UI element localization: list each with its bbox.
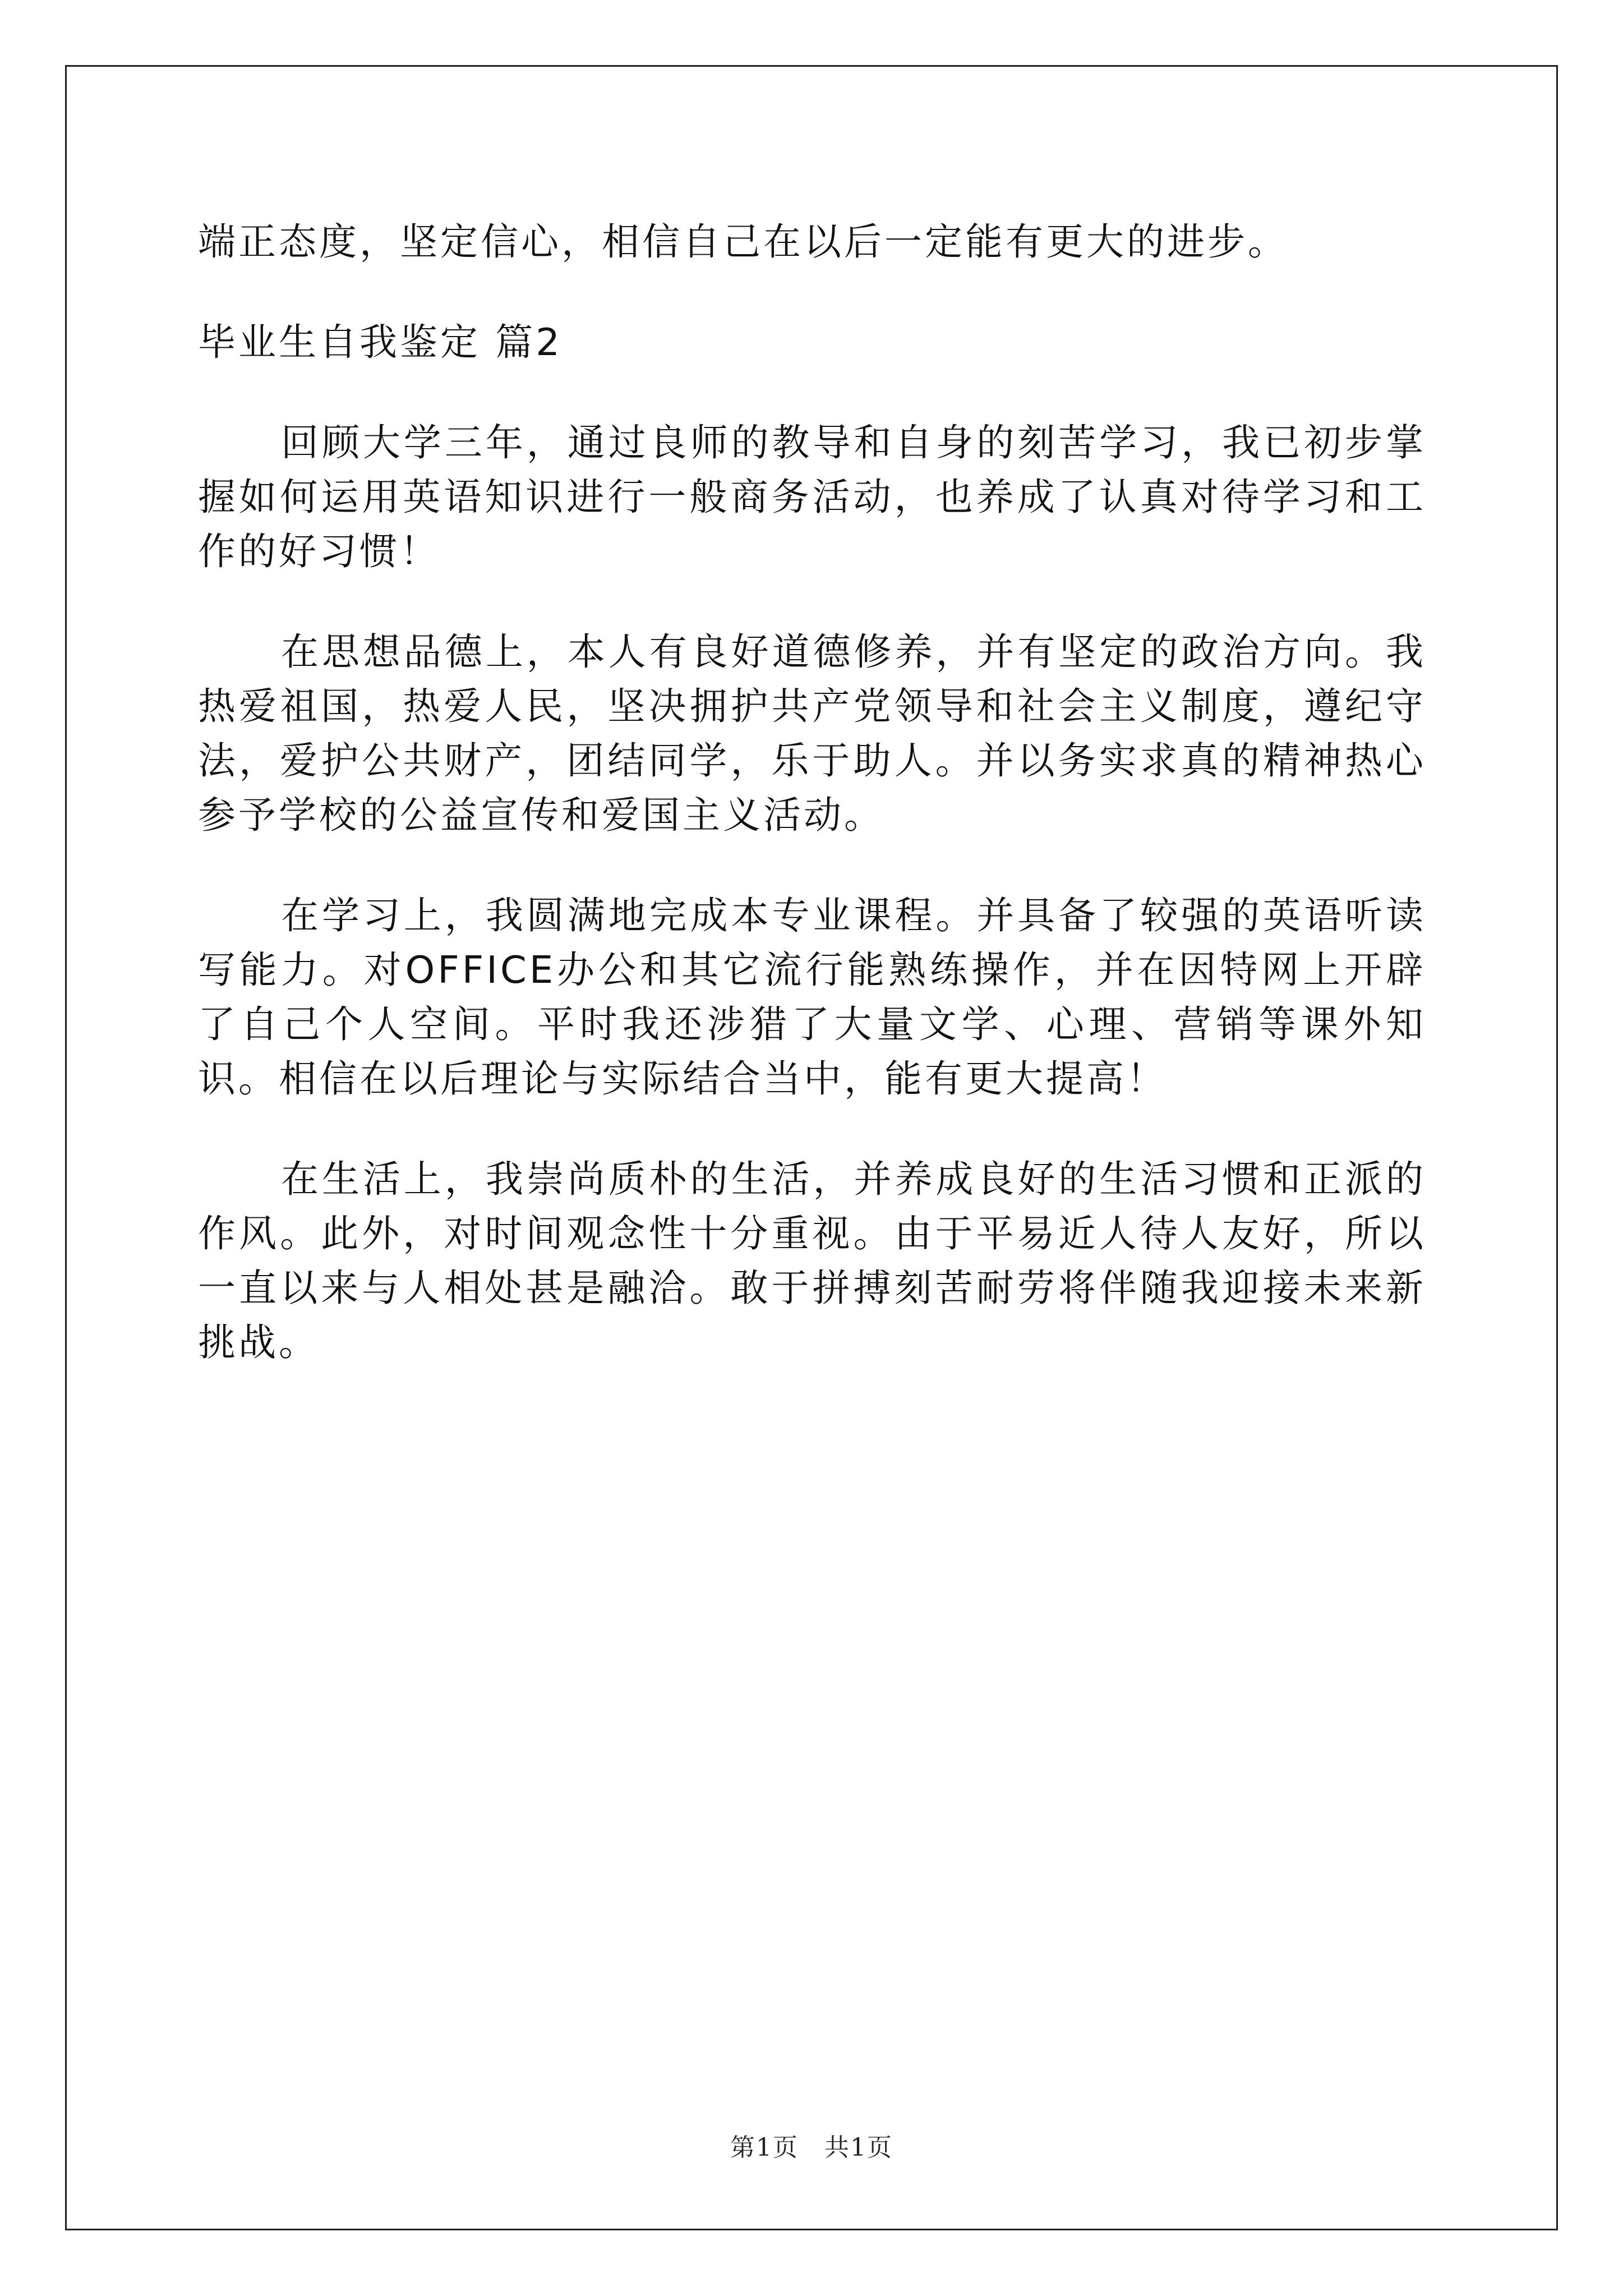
- page-number: 第1页 共1页: [730, 2133, 893, 2162]
- spacer: [198, 269, 1426, 315]
- paragraph-morality: 在思想品德上，本人有良好道德修养，并有坚定的政治方向。我热爱祖国，热爱人民，坚决拥护共产党领导和社会主义制度，遵纪守法，爱护公共财产，团结同学，乐于助人。并以务实求真的精神热心参予学校的公益宣传和爱国主义活动。: [198, 630, 1426, 837]
- spacer: [198, 370, 1426, 416]
- paragraph-life: 在生活上，我崇尚质朴的生活，并养成良好的生活习惯和正派的作风。此外，对时间观念性十分重视。由于平易近人待人友好，所以一直以来与人相处甚是融洽。敢于拼搏刻苦耐劳将伴随我迎接未来新挑战。: [198, 1157, 1426, 1364]
- section-title: 毕业生自我鉴定 篇2: [198, 320, 562, 364]
- spacer: [198, 1106, 1426, 1152]
- document-body: [198, 215, 1426, 1370]
- spacer: [198, 579, 1426, 625]
- spacer: [198, 843, 1426, 889]
- paragraph-study: 在学习上，我圆满地完成本专业课程。并具备了较强的英语听读写能力。对OFFICE办公和其它流行能熟练操作，并在因特网上开辟了自己个人空间。平时我还涉猎了大量文学、心理、营销等课外知识。相信在以后理论与实际结合当中，能有更大提高！: [198, 894, 1426, 1101]
- paragraph-review: 回顾大学三年，通过良师的教导和自身的刻苦学习，我已初步掌握如何运用英语知识进行一般商务活动，也养成了认真对待学习和工作的好习惯！: [198, 421, 1426, 573]
- lead-line: 端正态度，坚定信心，相信自己在以后一定能有更大的进步。: [198, 220, 1288, 264]
